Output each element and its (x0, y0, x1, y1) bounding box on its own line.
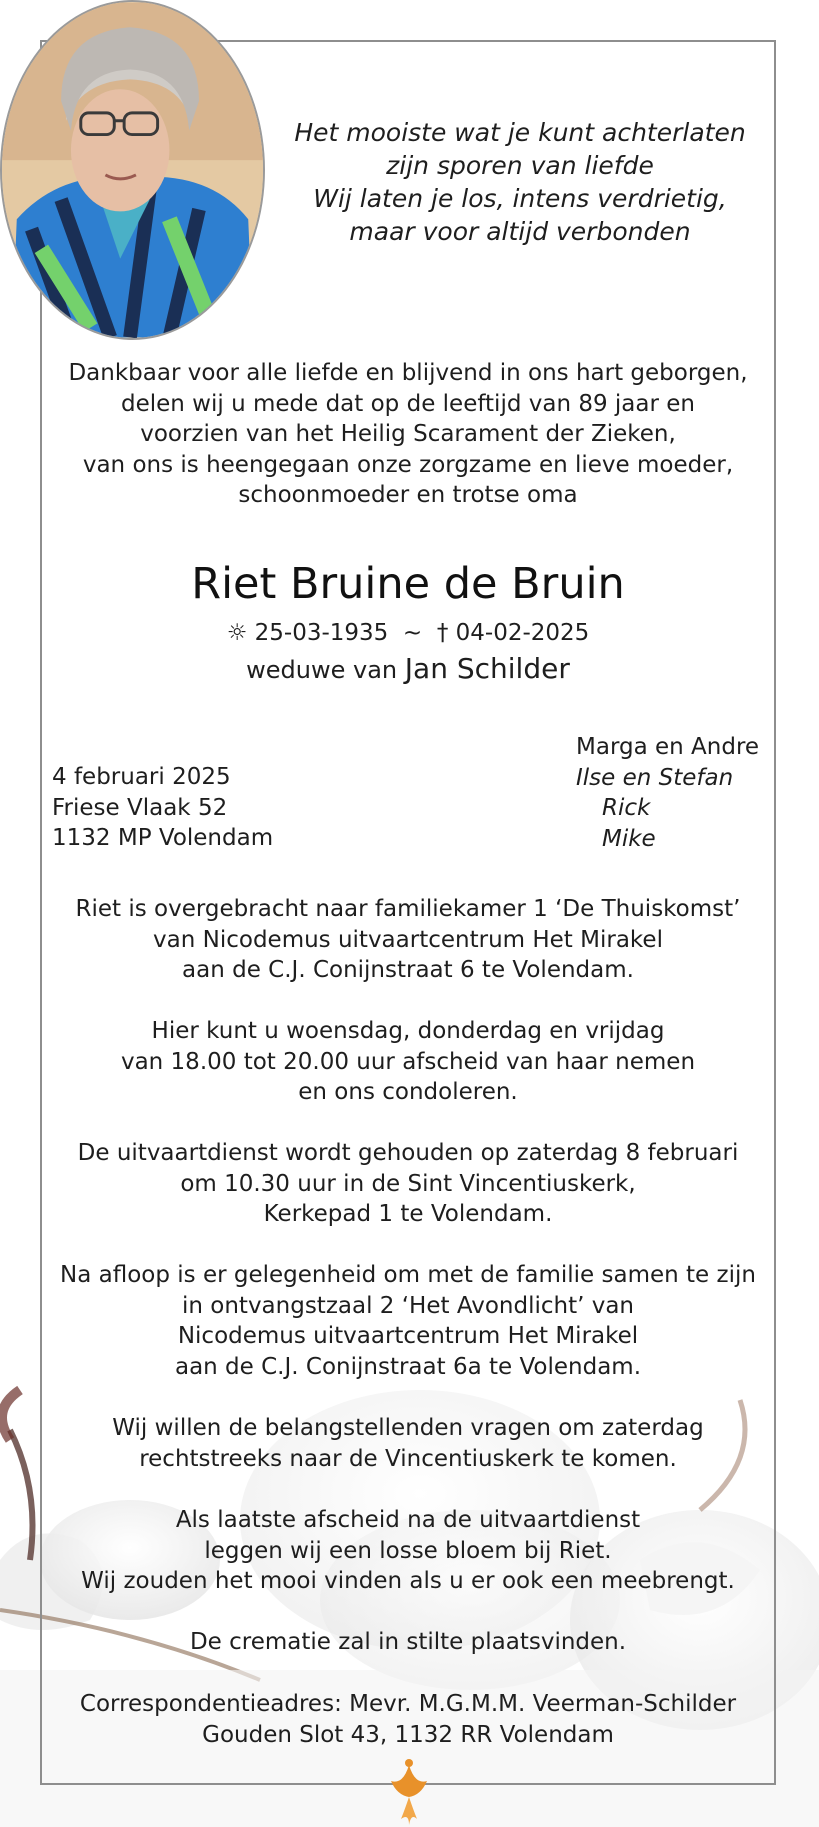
intro-line: delen wij u mede dat op de leeftijd van 89 jaar en (121, 390, 695, 417)
paragraph-line: Correspondentieadres: Mevr. M.G.M.M. Veerman-Schilder (79, 1691, 737, 1717)
intro-line: voorzien van het Heilig Scarament der Zieken, (140, 421, 676, 447)
paragraph-line: in ontvangstzaal 2 ‘Het Avondlicht’ van (182, 1292, 634, 1319)
paragraph-line: Riet is overgebracht naar familiekamer 1 ‘De Thuiskomst’ (75, 896, 741, 922)
widow-line (40, 652, 776, 687)
paragraph-line: De uitvaartdienst wordt gehouden op zaterdag 8 februari (77, 1140, 739, 1166)
paragraph-line: De crematie zal in stilte plaatsvinden. (189, 1629, 627, 1655)
paragraph-line: Wij willen de belangstellenden vragen om zaterdag (112, 1415, 704, 1441)
paragraph-line: van Nicodemus uitvaartcentrum Het Mirakel (153, 926, 663, 953)
paragraph-line: aan de C.J. Conijnstraat 6 te Volendam. (182, 957, 634, 983)
visiting-paragraph (40, 1016, 776, 1108)
dove-logo-icon (383, 1755, 435, 1827)
home-address (52, 762, 273, 854)
paragraph-line: om 10.30 uur in de Sint Vincentiuskerk, (180, 1170, 636, 1197)
paragraph-line: Als laatste afscheid na de uitvaartdienst (175, 1507, 641, 1533)
date-separator: ~ (402, 620, 423, 646)
memorial-poem (270, 116, 770, 248)
sun-icon: ☼ (226, 620, 248, 646)
poem-line: zijn sporen van liefde (386, 151, 654, 180)
request-paragraph (40, 1413, 776, 1474)
widow-prefix: weduwe van (246, 656, 398, 684)
paragraph-line: van 18.00 tot 20.00 uur afscheid van haar nemen (120, 1048, 696, 1075)
paragraph-line: Gouden Slot 43, 1132 RR Volendam (202, 1721, 614, 1748)
portrait-photo (0, 0, 265, 340)
paragraph-line: leggen wij een losse bloem bij Riet. (204, 1537, 612, 1564)
family-member: Mike (602, 825, 656, 852)
family-member: Ilse en Stefan (576, 764, 734, 791)
intro-line: schoonmoeder en trotse oma (238, 482, 578, 508)
family-member: Marga en Andre (576, 734, 760, 760)
deceased-name: Riet Bruine de Bruin (191, 559, 625, 609)
family-names (576, 732, 759, 854)
correspondence-address (40, 1689, 776, 1750)
paragraph-line: rechtstreeks naar de Vincentiuskerk te komen. (139, 1445, 677, 1472)
poem-line: Het mooiste wat je kunt achterlaten (294, 118, 746, 147)
cross-icon: † (436, 620, 449, 646)
poem-line: Wij laten je los, intens verdrietig, (313, 184, 727, 213)
intro-line: Dankbaar voor alle liefde en blijvend in ons hart geborgen, (68, 360, 748, 386)
husband-name: Jan Schilder (404, 652, 570, 685)
address-line: 4 februari 2025 (52, 764, 231, 790)
paragraph-line: Hier kunt u woensdag, donderdag en vrijdag (151, 1018, 665, 1044)
reception-paragraph (40, 1260, 776, 1382)
poem-line: maar voor altijd verbonden (349, 217, 691, 246)
intro-line: van ons is heengegaan onze zorgzame en lieve moeder, (82, 451, 734, 478)
cremation-paragraph (40, 1627, 776, 1658)
announcement-intro (40, 358, 776, 511)
family-member: Rick (602, 795, 651, 821)
address-line: 1132 MP Volendam (52, 825, 274, 851)
funeral-service-paragraph (40, 1138, 776, 1230)
paragraph-line: en ons condoleren. (298, 1079, 518, 1105)
paragraph-line: Na afloop is er gelegenheid om met de familie samen te zijn (60, 1262, 756, 1288)
birth-date: 25-03-1935 (254, 620, 389, 646)
flower-paragraph (40, 1505, 776, 1597)
death-date: 04-02-2025 (455, 620, 590, 646)
paragraph-line: Wij zouden het mooi vinden als u er ook een meebrengt. (81, 1568, 735, 1594)
life-dates (40, 618, 776, 648)
paragraph-line: aan de C.J. Conijnstraat 6a te Volendam. (174, 1353, 642, 1380)
transfer-paragraph (40, 894, 776, 986)
paragraph-line: Nicodemus uitvaartcentrum Het Mirakel (177, 1323, 639, 1349)
address-line: Friese Vlaak 52 (52, 794, 228, 821)
paragraph-line: Kerkepad 1 te Volendam. (263, 1201, 553, 1227)
